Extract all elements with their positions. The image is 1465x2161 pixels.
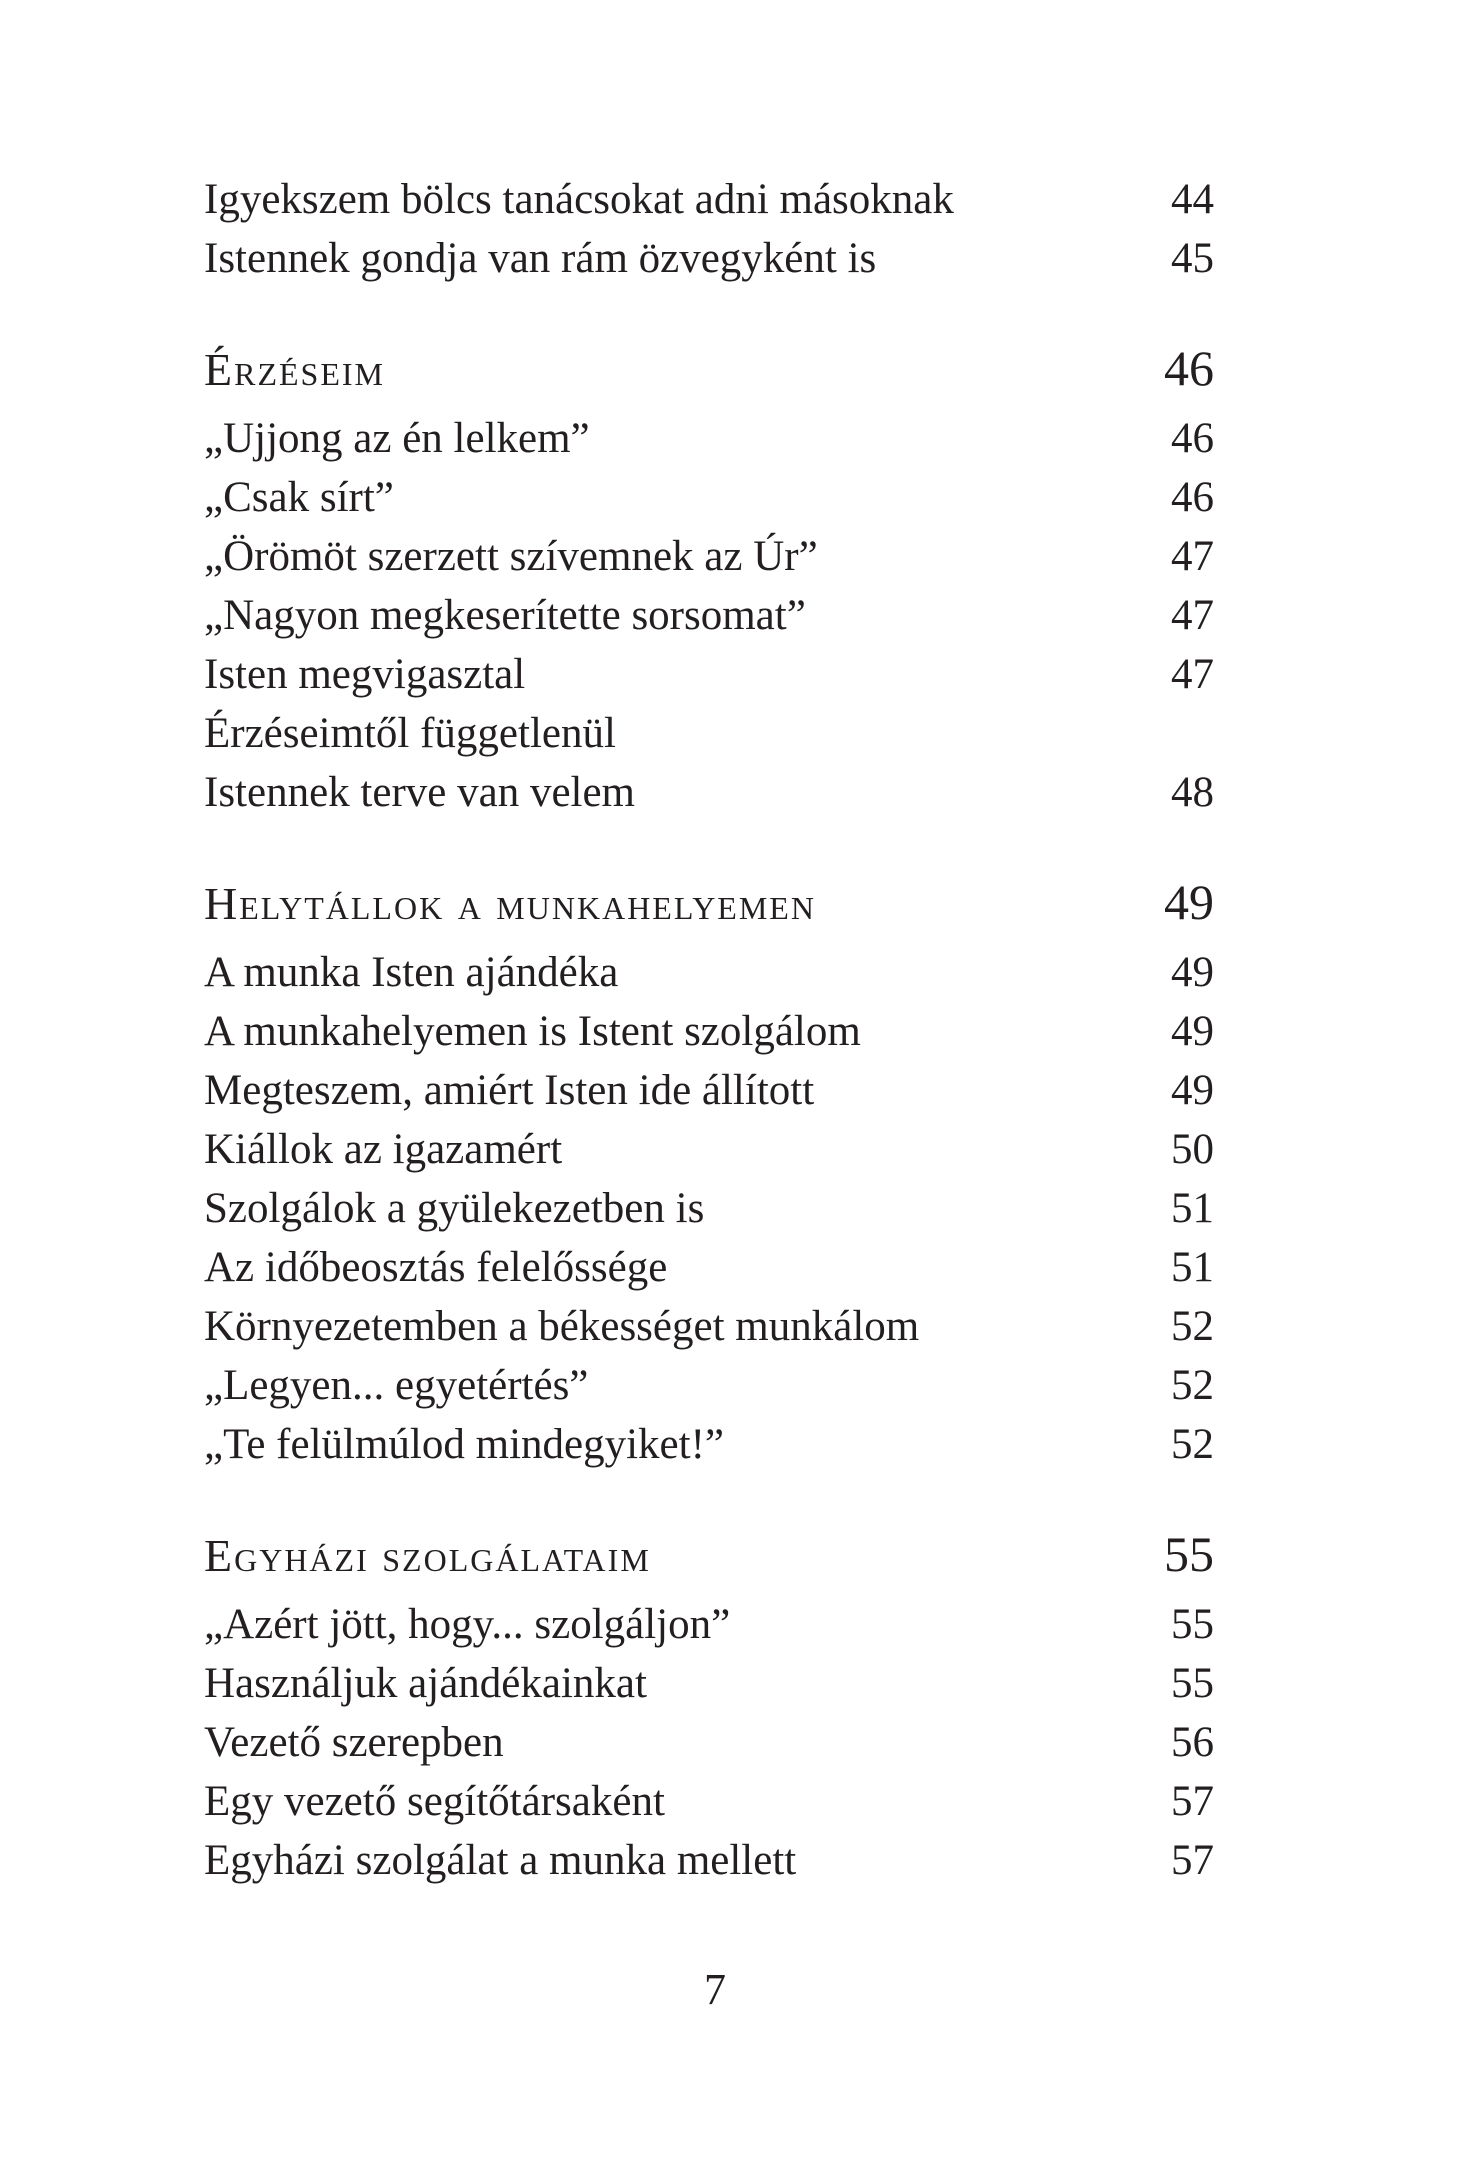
toc-entry (204, 1772, 1214, 1831)
toc-entry-title: Istennek gondja van rám özvegyként is (204, 235, 877, 282)
toc-entry-title: „Csak sírt” (204, 474, 394, 521)
toc-entry-title: Megteszem, amiért Isten ide állított (204, 1067, 815, 1114)
toc-entry-title: Érzéseimtől függetlenül (204, 710, 616, 757)
toc-entry-page: 50 (1171, 1126, 1214, 1173)
toc-entry (204, 409, 1214, 468)
toc-entry-title: „Azért jött, hogy... szolgáljon” (204, 1601, 731, 1648)
toc-entry-page: 49 (1171, 1008, 1214, 1055)
toc-entry-page: 57 (1171, 1837, 1214, 1884)
toc-entry-title: Az időbeosztás felelőssége (204, 1244, 668, 1291)
page-number: 7 (704, 1965, 726, 2014)
toc-entry-page: 56 (1171, 1719, 1214, 1766)
toc-entry (204, 1297, 1214, 1356)
toc-entry-page: 51 (1171, 1244, 1214, 1291)
toc-entry (204, 229, 1214, 288)
toc-section-heading (204, 1519, 1214, 1589)
toc-entry-title: A munka Isten ajándéka (204, 949, 619, 996)
toc-entry-title: „Ujjong az én lelkem” (204, 415, 590, 462)
toc-entry-title: Szolgálok a gyülekezetben is (204, 1185, 705, 1232)
toc-entry (204, 1713, 1214, 1772)
toc-entry (204, 1595, 1214, 1654)
toc-entry-title: Kiállok az igazamért (204, 1126, 563, 1173)
toc-entry-page: 47 (1171, 651, 1214, 698)
toc-entry-page: 45 (1171, 235, 1214, 282)
toc-entry-title: „Nagyon megkeserítette sorsomat” (204, 592, 806, 639)
toc-heading-title: Egyházi szolgálataim (204, 1530, 651, 1581)
toc-heading-page: 55 (1164, 1526, 1214, 1582)
toc-section (204, 1519, 1214, 1890)
toc-heading-page: 49 (1164, 874, 1214, 930)
toc-entry (204, 645, 1214, 704)
toc-entry-page: 52 (1171, 1303, 1214, 1350)
toc-entry-title: „Legyen... egyetértés” (204, 1362, 589, 1409)
toc-entry (204, 1356, 1214, 1415)
toc-entry (204, 1179, 1214, 1238)
toc-entry-title: Igyekszem bölcs tanácsokat adni másoknak (204, 176, 954, 223)
toc-entry (204, 763, 1214, 822)
toc-entry-title: A munkahelyemen is Istent szolgálom (204, 1008, 861, 1055)
toc-entry-page: 55 (1171, 1660, 1214, 1707)
toc-entry (204, 468, 1214, 527)
toc-entry (204, 704, 1214, 763)
toc-entry-page: 46 (1171, 415, 1214, 462)
toc-section (204, 867, 1214, 1474)
toc-entry (204, 1831, 1214, 1890)
toc-entry-page: 57 (1171, 1778, 1214, 1825)
toc-entry (204, 1238, 1214, 1297)
toc-heading-page: 46 (1164, 340, 1214, 396)
toc-entry-title: „Te felülmúlod mindegyiket!” (204, 1421, 724, 1468)
table-of-contents (204, 170, 1214, 1890)
toc-entry-page: 55 (1171, 1601, 1214, 1648)
toc-entry (204, 1061, 1214, 1120)
toc-entry (204, 1002, 1214, 1061)
toc-heading-title: Érzéseim (204, 344, 385, 395)
toc-entry (204, 527, 1214, 586)
toc-section-heading (204, 333, 1214, 403)
toc-entry-title: Egyházi szolgálat a munka mellett (204, 1837, 797, 1884)
toc-entry (204, 1120, 1214, 1179)
toc-entry-title: Környezetemben a békességet munkálom (204, 1303, 920, 1350)
toc-entry-page: 47 (1171, 533, 1214, 580)
toc-entry-title: „Örömöt szerzett szívemnek az Úr” (204, 533, 818, 580)
toc-entry-page: 48 (1171, 769, 1214, 816)
toc-section (204, 333, 1214, 822)
toc-entry-page: 52 (1171, 1362, 1214, 1409)
toc-entry-title: Használjuk ajándékainkat (204, 1660, 647, 1707)
toc-entry (204, 170, 1214, 229)
toc-entry-title: Isten megvigasztal (204, 651, 526, 698)
toc-entry-page: 46 (1171, 474, 1214, 521)
toc-entry-page: 51 (1171, 1185, 1214, 1232)
toc-entry-page: 49 (1171, 949, 1214, 996)
toc-section (204, 170, 1214, 288)
toc-entry-title: Egy vezető segítőtársaként (204, 1778, 665, 1825)
toc-entry (204, 1654, 1214, 1713)
toc-entry (204, 943, 1214, 1002)
toc-entry-page: 47 (1171, 592, 1214, 639)
toc-entry (204, 586, 1214, 645)
toc-entry-page: 44 (1171, 176, 1214, 223)
toc-entry (204, 1415, 1214, 1474)
toc-entry-title: Istennek terve van velem (204, 769, 636, 816)
toc-heading-title: Helytállok a munkahelyemen (204, 878, 816, 929)
toc-section-heading (204, 867, 1214, 937)
toc-entry-title: Vezető szerepben (204, 1719, 504, 1766)
toc-entry-page: 52 (1171, 1421, 1214, 1468)
toc-entry-page: 49 (1171, 1067, 1214, 1114)
